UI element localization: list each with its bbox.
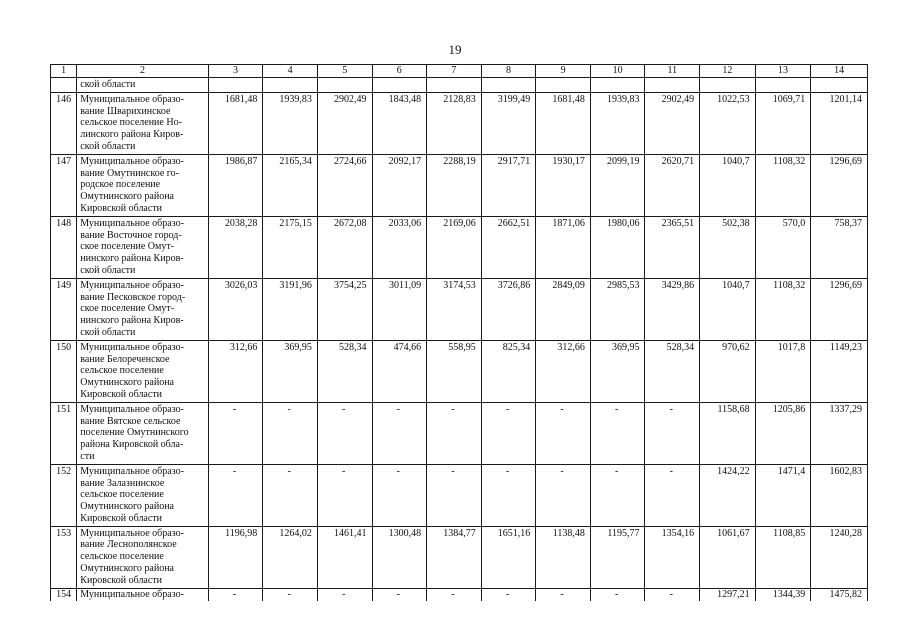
value-cell: 3754,25 (317, 278, 372, 340)
municipality-name-cell (77, 154, 208, 216)
value-cell: 2365,51 (645, 216, 700, 278)
row-index-cell: 149 (51, 278, 77, 340)
value-cell: 3026,03 (208, 278, 263, 340)
value-cell: 1040,7 (700, 154, 756, 216)
name-line: Муниципальное образо- (80, 465, 184, 477)
value-cell: - (372, 464, 427, 526)
name-line: сельское поселение Но- (80, 117, 182, 129)
value-cell: 1017,8 (755, 340, 811, 402)
name-line: Кировской области (80, 202, 163, 214)
table-row (51, 526, 868, 588)
value-cell: 3429,86 (645, 278, 700, 340)
column-number-cell: 12 (700, 65, 756, 78)
value-cell: - (536, 464, 591, 526)
name-line: Муниципальное образо- (80, 588, 184, 600)
value-cell: - (317, 402, 372, 464)
value-cell: - (427, 588, 482, 601)
value-cell: 2849,09 (536, 278, 591, 340)
municipality-name-cell (77, 402, 208, 464)
name-line: вание Восточное город- (80, 229, 182, 241)
table-body (51, 65, 868, 601)
value-cell: - (590, 464, 645, 526)
value-cell: 570,0 (755, 216, 811, 278)
value-cell: 1939,83 (590, 92, 645, 154)
value-cell: 3174,53 (427, 278, 482, 340)
name-line: вание Леснополянское (80, 539, 177, 551)
value-cell: 1108,85 (755, 526, 811, 588)
row-index-cell: 148 (51, 216, 77, 278)
value-cell: - (263, 402, 318, 464)
value-cell (263, 77, 318, 92)
value-cell: 2917,71 (481, 154, 536, 216)
column-number-cell: 1 (51, 65, 77, 78)
name-line: района Кировской обла- (80, 439, 184, 451)
name-line: Кировской области (80, 574, 163, 586)
value-cell (317, 77, 372, 92)
value-cell: 1297,21 (700, 588, 756, 601)
value-cell (427, 77, 482, 92)
value-cell: 2038,28 (208, 216, 263, 278)
name-line: нинского района Киров- (80, 315, 184, 327)
value-cell: - (263, 464, 318, 526)
municipality-name-cell (77, 92, 208, 154)
value-cell: 1681,48 (208, 92, 263, 154)
name-line: вание Вятское сельское (80, 415, 181, 427)
column-number-cell: 5 (317, 65, 372, 78)
value-cell: 1069,71 (755, 92, 811, 154)
value-cell: 3191,96 (263, 278, 318, 340)
value-cell: 2169,06 (427, 216, 482, 278)
name-line: Муниципальное образо- (80, 93, 184, 105)
value-cell: - (427, 464, 482, 526)
name-line: поселение Омутнинского (80, 427, 189, 439)
value-cell: 1158,68 (700, 402, 756, 464)
page-number: 19 (448, 42, 462, 57)
value-cell: 3199,49 (481, 92, 536, 154)
row-index-cell: 152 (51, 464, 77, 526)
municipality-name-cell (77, 77, 208, 92)
name-line: ской области (80, 78, 136, 90)
column-number-cell: 2 (77, 65, 208, 78)
value-cell: 1344,39 (755, 588, 811, 601)
value-cell: - (263, 588, 318, 601)
row-index-cell: 154 (51, 588, 77, 601)
value-cell: 2620,71 (645, 154, 700, 216)
value-cell: 825,34 (481, 340, 536, 402)
name-line: Омутнинского района (80, 501, 174, 513)
table-row (51, 340, 868, 402)
value-cell: - (208, 588, 263, 601)
name-line: сельское поселение (80, 365, 164, 377)
value-cell: 970,62 (700, 340, 756, 402)
value-cell: - (317, 588, 372, 601)
value-cell: 2165,34 (263, 154, 318, 216)
value-cell: 1108,32 (755, 278, 811, 340)
value-cell: 474,66 (372, 340, 427, 402)
value-cell (590, 77, 645, 92)
name-line: Муниципальное образо- (80, 527, 184, 539)
value-cell (536, 77, 591, 92)
value-cell: 3011,09 (372, 278, 427, 340)
name-line: Омутнинского района (80, 563, 174, 575)
name-line: вание Омутнинское го- (80, 167, 179, 179)
name-line: Муниципальное образо- (80, 217, 184, 229)
name-line: сельское поселение (80, 489, 164, 501)
value-cell: - (481, 464, 536, 526)
name-line: вание Белореченское (80, 353, 170, 365)
name-line: сельское поселение (80, 551, 164, 563)
column-number-cell: 7 (427, 65, 482, 78)
name-line: сти (80, 450, 95, 462)
value-cell: 1300,48 (372, 526, 427, 588)
value-cell: 1980,06 (590, 216, 645, 278)
value-cell (481, 77, 536, 92)
column-number-cell: 8 (481, 65, 536, 78)
name-line: вание Шварихинское (80, 105, 171, 117)
name-line: Омутнинского района (80, 191, 174, 203)
value-cell: 1201,14 (811, 92, 868, 154)
value-cell: - (590, 588, 645, 601)
data-table (50, 64, 868, 601)
name-line: линского района Киров- (80, 129, 184, 141)
name-line: родское поселение (80, 179, 161, 191)
value-cell: 1986,87 (208, 154, 263, 216)
header-row (51, 65, 868, 78)
name-line: нинского района Киров- (80, 253, 184, 265)
municipality-name-cell (77, 526, 208, 588)
value-cell: 1461,41 (317, 526, 372, 588)
value-cell: - (590, 402, 645, 464)
value-cell: 2033,06 (372, 216, 427, 278)
value-cell: 1240,28 (811, 526, 868, 588)
value-cell: 369,95 (263, 340, 318, 402)
value-cell (208, 77, 263, 92)
name-line: Муниципальное образо- (80, 403, 184, 415)
value-cell: 1843,48 (372, 92, 427, 154)
value-cell: 1471,4 (755, 464, 811, 526)
value-cell: - (481, 588, 536, 601)
value-cell: 1108,32 (755, 154, 811, 216)
value-cell: - (208, 464, 263, 526)
table-row (51, 402, 868, 464)
column-number-cell: 10 (590, 65, 645, 78)
name-line: вание Песковское город- (80, 291, 186, 303)
value-cell: 1930,17 (536, 154, 591, 216)
value-cell: 1602,83 (811, 464, 868, 526)
row-index-cell: 151 (51, 402, 77, 464)
value-cell: 528,34 (645, 340, 700, 402)
municipality-name-cell (77, 278, 208, 340)
value-cell: 1296,69 (811, 154, 868, 216)
value-cell: - (481, 402, 536, 464)
name-line: Кировской области (80, 512, 163, 524)
column-number-cell: 11 (645, 65, 700, 78)
name-line: вание Залазнинское (80, 477, 165, 489)
value-cell: 1475,82 (811, 588, 868, 601)
municipality-name-cell (77, 588, 208, 601)
value-cell (811, 77, 868, 92)
value-cell: 1196,98 (208, 526, 263, 588)
value-cell: 1424,22 (700, 464, 756, 526)
value-cell: 1681,48 (536, 92, 591, 154)
value-cell: 1205,86 (755, 402, 811, 464)
value-cell: - (372, 588, 427, 601)
table-row (51, 464, 868, 526)
column-number-cell: 3 (208, 65, 263, 78)
value-cell: 2672,08 (317, 216, 372, 278)
name-line: ской области (80, 326, 136, 338)
table-row (51, 92, 868, 154)
value-cell: 1149,23 (811, 340, 868, 402)
column-number-cell: 13 (755, 65, 811, 78)
value-cell: 312,66 (208, 340, 263, 402)
value-cell: 1195,77 (590, 526, 645, 588)
value-cell: 2662,51 (481, 216, 536, 278)
value-cell: 1651,16 (481, 526, 536, 588)
value-cell: - (427, 402, 482, 464)
municipality-name-cell (77, 216, 208, 278)
name-line: Муниципальное образо- (80, 279, 184, 291)
value-cell: 312,66 (536, 340, 591, 402)
row-index-cell: 147 (51, 154, 77, 216)
value-cell: 502,38 (700, 216, 756, 278)
municipality-name-cell (77, 340, 208, 402)
value-cell: 1138,48 (536, 526, 591, 588)
value-cell: 3726,86 (481, 278, 536, 340)
value-cell: - (536, 402, 591, 464)
continuation-row (51, 77, 868, 92)
value-cell: - (208, 402, 263, 464)
value-cell (372, 77, 427, 92)
value-cell: 1264,02 (263, 526, 318, 588)
value-cell: 2724,66 (317, 154, 372, 216)
column-number-cell: 6 (372, 65, 427, 78)
value-cell (755, 77, 811, 92)
value-cell: 528,34 (317, 340, 372, 402)
value-cell: 2288,19 (427, 154, 482, 216)
value-cell: 2099,19 (590, 154, 645, 216)
value-cell: - (372, 402, 427, 464)
row-index-cell: 150 (51, 340, 77, 402)
value-cell: - (317, 464, 372, 526)
column-number-cell: 14 (811, 65, 868, 78)
column-number-cell: 4 (263, 65, 318, 78)
value-cell: 2128,83 (427, 92, 482, 154)
name-line: Омутнинского района (80, 377, 174, 389)
value-cell: 2092,17 (372, 154, 427, 216)
row-index-cell: 153 (51, 526, 77, 588)
municipality-name-cell (77, 464, 208, 526)
value-cell: 2175,15 (263, 216, 318, 278)
name-line: Муниципальное образо- (80, 341, 184, 353)
name-line: Муниципальное образо- (80, 155, 184, 167)
table-row (51, 278, 868, 340)
value-cell: 1384,77 (427, 526, 482, 588)
value-cell: 1939,83 (263, 92, 318, 154)
name-line: ской области (80, 140, 136, 152)
value-cell: 2985,53 (590, 278, 645, 340)
value-cell (645, 77, 700, 92)
value-cell: 558,95 (427, 340, 482, 402)
value-cell: - (645, 588, 700, 601)
name-line: Кировской области (80, 388, 163, 400)
value-cell: - (645, 464, 700, 526)
row-index-cell: 146 (51, 92, 77, 154)
value-cell: 1040,7 (700, 278, 756, 340)
value-cell (700, 77, 756, 92)
value-cell: 2902,49 (317, 92, 372, 154)
value-cell: 1022,53 (700, 92, 756, 154)
name-line: ское поселение Омут- (80, 303, 175, 315)
value-cell: 1061,67 (700, 526, 756, 588)
value-cell: 758,37 (811, 216, 868, 278)
value-cell: 1296,69 (811, 278, 868, 340)
table-row (51, 154, 868, 216)
value-cell: 369,95 (590, 340, 645, 402)
table-row (51, 588, 868, 601)
value-cell: - (645, 402, 700, 464)
row-index-cell (51, 77, 77, 92)
column-number-cell: 9 (536, 65, 591, 78)
value-cell: 1871,06 (536, 216, 591, 278)
value-cell: 1337,29 (811, 402, 868, 464)
value-cell: - (536, 588, 591, 601)
value-cell: 2902,49 (645, 92, 700, 154)
value-cell: 1354,16 (645, 526, 700, 588)
name-line: ское поселение Омут- (80, 241, 175, 253)
table-row (51, 216, 868, 278)
name-line: ской области (80, 264, 136, 276)
